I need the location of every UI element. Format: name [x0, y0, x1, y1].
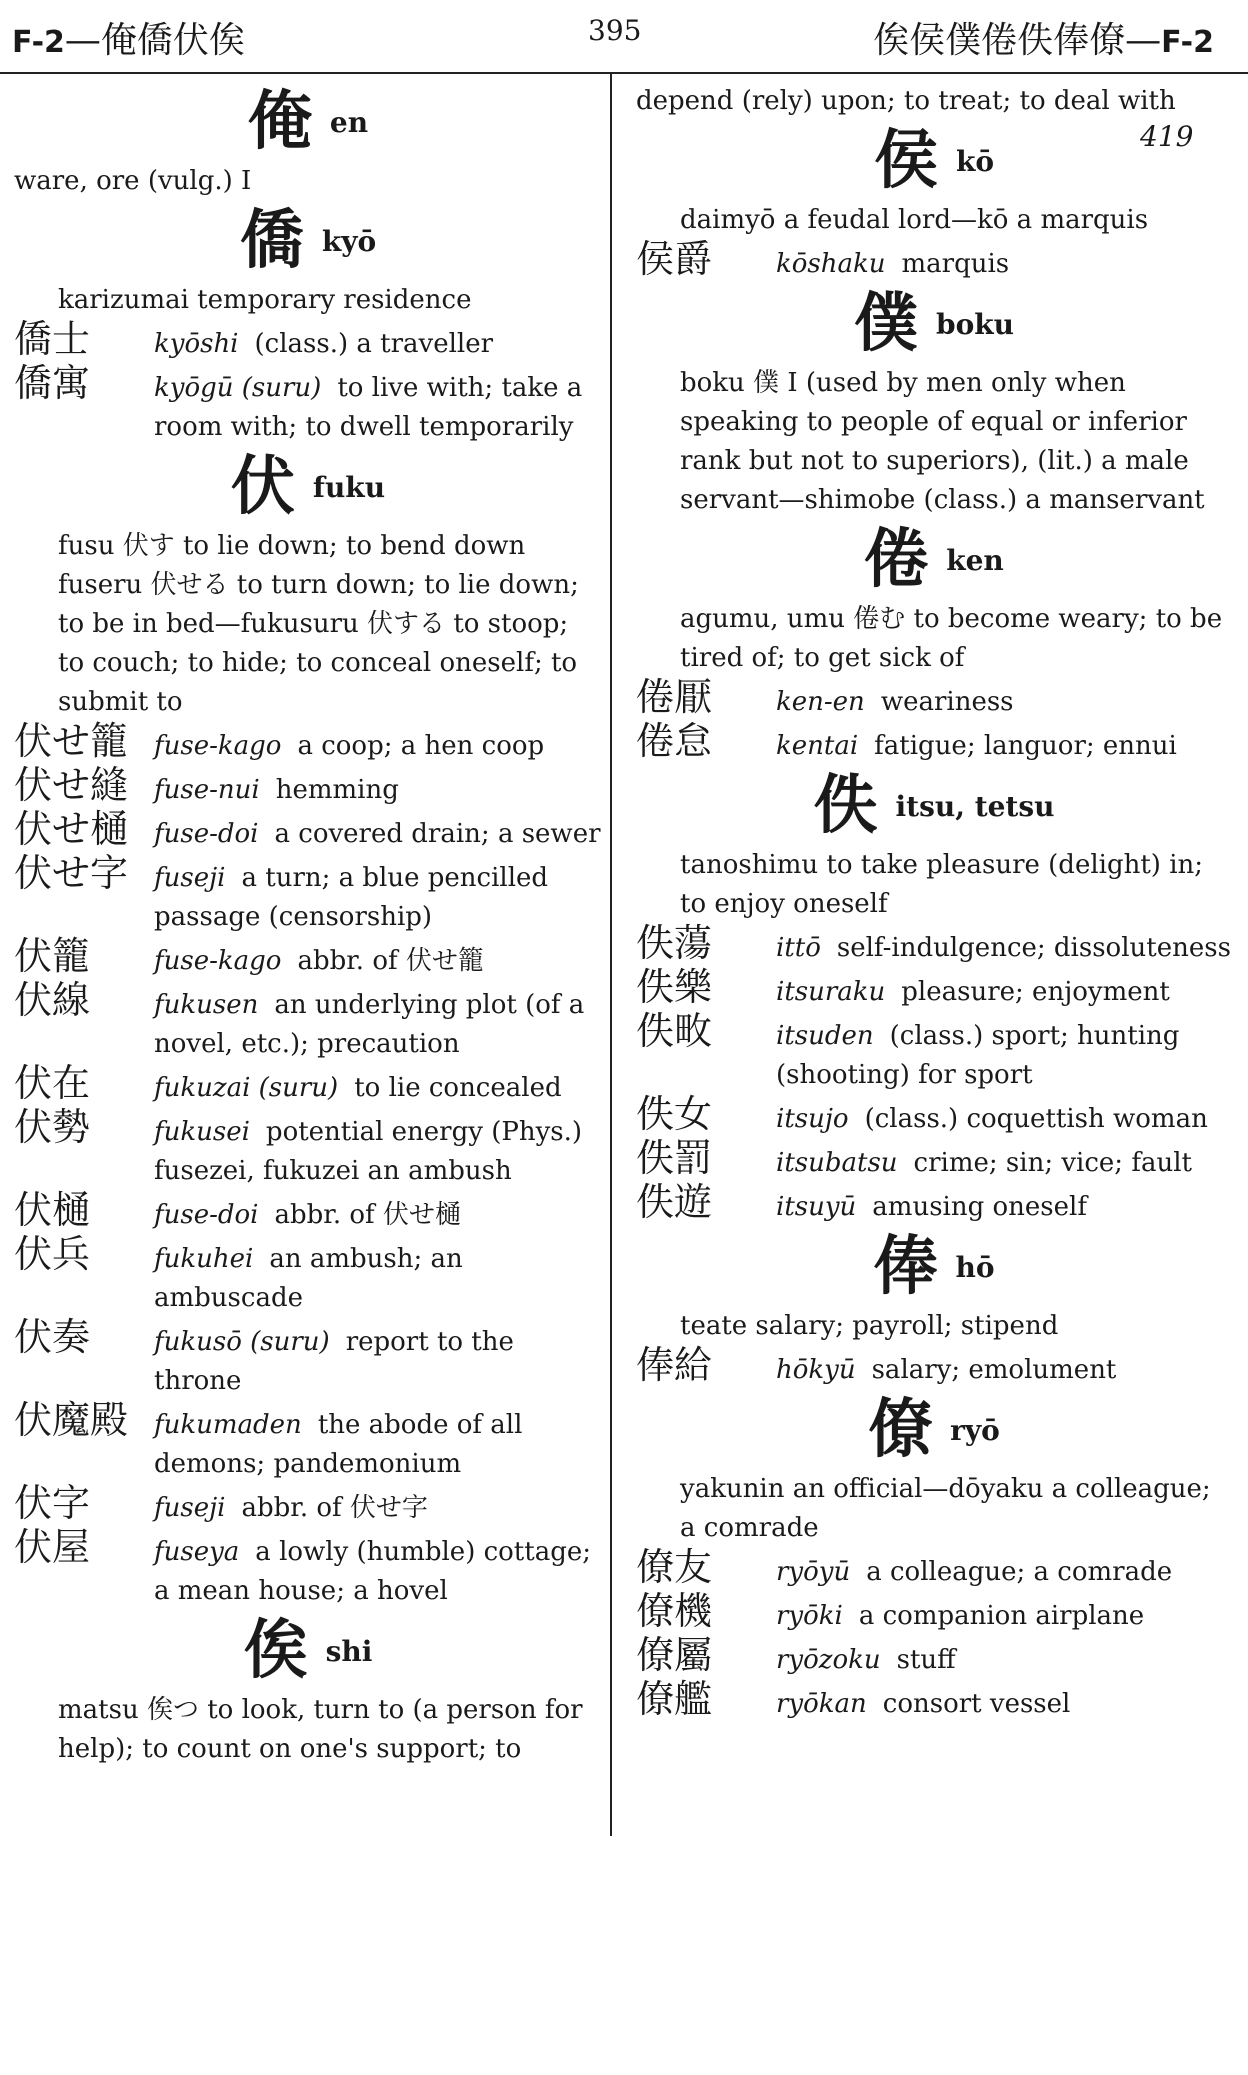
compound-entry [636, 1677, 1232, 1724]
section-code: F-2 [12, 25, 65, 60]
header-kanji-range: —俺僑伏俟 [64, 20, 245, 61]
compound-reading: fuseji [154, 863, 226, 893]
compound-reading: itsujo [776, 1104, 849, 1134]
compound-entry [636, 1343, 1232, 1390]
header-kanji-range: 俟侯僕倦佚俸僚— [873, 20, 1162, 61]
compound-entry [14, 1188, 602, 1235]
handwritten-note: 419 [1140, 120, 1194, 153]
compound-entry [636, 1589, 1232, 1636]
headword-kanji: 侯 [873, 123, 938, 198]
headword [636, 1392, 1232, 1468]
compound-def: abbr. of 伏せ籠 [297, 946, 484, 976]
compound-reading: ittō [776, 933, 821, 963]
headword [636, 1229, 1232, 1305]
headword [636, 768, 1232, 844]
compound-entry [636, 719, 1232, 766]
compound-def: amusing oneself [872, 1192, 1087, 1222]
compound-kanji: 僑寓 [14, 361, 91, 405]
compound-def: (class.) sport; hunting (shooting) for sport [776, 1021, 1180, 1090]
headword-reading: hō [955, 1250, 995, 1284]
compound-def: report to the throne [154, 1327, 514, 1396]
compound-def: a companion airplane [858, 1601, 1145, 1631]
compound-kanji: 伏籠 [14, 934, 91, 978]
compound-entry [14, 1398, 602, 1484]
headword-reading: boku [935, 307, 1014, 341]
compound-def: self-indulgence; dissoluteness [836, 933, 1231, 963]
compound-kanji: 僑士 [14, 317, 91, 361]
compound-reading: ryōkan [776, 1689, 867, 1719]
compound-def: weariness [880, 687, 1014, 717]
compound-def: abbr. of 伏せ樋 [274, 1200, 461, 1230]
compound-def: fatigue; languor; ennui [874, 731, 1177, 761]
compound-kanji: 伏在 [14, 1061, 91, 1105]
definition: daimyō a feudal lord—kō a marquis [680, 205, 1149, 235]
headword-reading: itsu, tetsu [895, 789, 1055, 823]
headword [14, 203, 602, 279]
definition: ware, ore (vulg.) I [14, 166, 252, 196]
compound-kanji: 侯爵 [636, 237, 713, 281]
compound-reading: fukusō (suru) [154, 1327, 330, 1357]
compound-def: an underlying plot (of a novel, etc.); precaution [154, 990, 585, 1059]
compound-def: (class.) a traveller [254, 329, 494, 359]
compound-reading: ken-en [776, 687, 865, 717]
definition: yakunin an official—dōyaku a colleague; a comrade [680, 1474, 1211, 1543]
compound-def: a lowly (humble) cottage; a mean house; a hovel [154, 1537, 591, 1606]
headword-reading: kō [955, 144, 995, 178]
definition: teate salary; payroll; stipend [680, 1311, 1059, 1341]
compound-def: abbr. of 伏せ字 [241, 1493, 428, 1523]
definition-continued: depend (rely) upon; to treat; to deal with [636, 86, 1176, 116]
compound-entry [636, 1545, 1232, 1592]
compound-reading: ryōzoku [776, 1645, 881, 1675]
compound-entry [14, 1232, 602, 1318]
headword-reading: fuku [312, 470, 386, 504]
compound-def: potential energy (Phys.) fusezei, fukuzei an ambush [154, 1117, 583, 1186]
compound-kanji: 伏線 [14, 978, 91, 1022]
compound-entry [14, 934, 602, 981]
compound-def: pleasure; enjoyment [901, 977, 1170, 1007]
headword [636, 522, 1232, 598]
compound-reading: fukusei [154, 1117, 250, 1147]
compound-reading: kentai [776, 731, 859, 761]
page-number: 395 [588, 14, 642, 47]
definition: agumu, umu 倦む to become weary; to be tired of; to get sick of [680, 604, 1223, 673]
headword-kanji: 俟 [243, 1613, 308, 1688]
compound-reading: itsuraku [776, 977, 886, 1007]
headword-kanji: 僕 [853, 286, 918, 361]
compound-entry [636, 965, 1232, 1012]
compound-kanji: 佚罰 [636, 1136, 713, 1180]
compound-entry [636, 1180, 1232, 1227]
headword-kanji: 倦 [864, 522, 929, 597]
headword [14, 1613, 602, 1689]
compound-reading: fuseji [154, 1493, 226, 1523]
compound-def: a covered drain; a sewer [274, 819, 601, 849]
definition: boku 僕 I (used by men only when speaking to people of equal or inferior rank but not to superiors), (lit.) a male servant—shimobe (class.) a manservant [680, 368, 1205, 515]
right-column [636, 82, 1232, 1724]
compound-kanji: 伏奏 [14, 1315, 91, 1359]
header-rule [0, 72, 1248, 74]
compound-kanji: 僚友 [636, 1545, 713, 1589]
compound-reading: fuseya [154, 1537, 240, 1567]
left-column [14, 82, 602, 1769]
compound-entry [636, 675, 1232, 722]
compound-entry [14, 1061, 602, 1108]
headword-kanji: 俸 [873, 1229, 938, 1304]
compound-def: to live with; take a room with; to dwell temporarily [154, 373, 583, 442]
compound-entry [636, 921, 1232, 968]
compound-def: a colleague; a comrade [866, 1557, 1173, 1587]
compound-entry [14, 317, 602, 364]
compound-def: hemming [275, 775, 399, 805]
compound-kanji: 伏字 [14, 1481, 91, 1525]
compound-def: the abode of all demons; pandemonium [154, 1410, 523, 1479]
compound-kanji: 俸給 [636, 1343, 713, 1387]
compound-reading: kyōgū (suru) [154, 373, 322, 403]
compound-kanji: 佚畋 [636, 1009, 713, 1053]
headword-kanji: 伏 [230, 449, 295, 524]
compound-entry [636, 1633, 1232, 1680]
compound-kanji: 伏せ縫 [14, 763, 129, 807]
compound-kanji: 伏せ字 [14, 851, 129, 895]
headword-reading: shi [325, 1634, 373, 1668]
compound-def: to lie concealed [354, 1073, 562, 1103]
compound-entry [636, 1136, 1232, 1183]
compound-entry [14, 1525, 602, 1611]
compound-entry [14, 763, 602, 810]
compound-reading: ryōki [776, 1601, 843, 1631]
compound-reading: fukuhei [154, 1244, 254, 1274]
compound-reading: fuse-kago [154, 731, 282, 761]
compound-kanji: 伏屋 [14, 1525, 91, 1569]
compound-reading: fuse-doi [154, 1200, 259, 1230]
compound-reading: kyōshi [154, 329, 239, 359]
compound-kanji: 佚遊 [636, 1180, 713, 1224]
compound-kanji: 佚蕩 [636, 921, 713, 965]
headword-kanji: 僚 [868, 1392, 933, 1467]
definition: tanoshimu to take pleasure (delight) in; to enjoy oneself [680, 850, 1204, 919]
compound-entry [14, 1105, 602, 1191]
compound-kanji: 伏せ樋 [14, 807, 129, 851]
headword [14, 84, 602, 160]
headword [636, 286, 1232, 362]
compound-reading: itsuden [776, 1021, 874, 1051]
compound-entry [14, 719, 602, 766]
definition: karizumai temporary residence [58, 285, 472, 315]
compound-kanji: 僚機 [636, 1589, 713, 1633]
page-header [0, 0, 1248, 74]
header-left [12, 12, 245, 63]
compound-reading: fuse-kago [154, 946, 282, 976]
compound-reading: fuse-doi [154, 819, 259, 849]
compound-kanji: 伏兵 [14, 1232, 91, 1276]
compound-kanji: 伏勢 [14, 1105, 91, 1149]
headword-reading: ken [946, 543, 1004, 577]
headword-reading: ryō [950, 1413, 1000, 1447]
compound-def: stuff [896, 1645, 956, 1675]
compound-entry [636, 237, 1232, 284]
compound-def: a turn; a blue pencilled passage (censorship) [154, 863, 549, 932]
headword [14, 449, 602, 525]
compound-reading: kōshaku [776, 249, 886, 279]
compound-reading: fukuzai (suru) [154, 1073, 339, 1103]
section-code: F-2 [1161, 25, 1214, 60]
compound-kanji: 伏魔殿 [14, 1398, 129, 1442]
compound-kanji: 僚艦 [636, 1677, 713, 1721]
compound-reading: ryōyū [776, 1557, 851, 1587]
compound-entry [636, 1092, 1232, 1139]
compound-entry [14, 1481, 602, 1528]
compound-def: (class.) coquettish woman [864, 1104, 1208, 1134]
headword-reading: en [329, 105, 369, 139]
compound-entry [14, 807, 602, 854]
compound-def: a coop; a hen coop [297, 731, 545, 761]
compound-reading: itsuyū [776, 1192, 857, 1222]
compound-def: marquis [901, 249, 1010, 279]
definition: fusu 伏す to lie down; to bend down fuseru 伏せる to turn down; to lie down; to be in bed—fukusuru 伏する to stoop; to couch; to hide; to conceal oneself; to submit to [58, 531, 579, 717]
compound-reading: fukusen [154, 990, 259, 1020]
compound-entry [14, 851, 602, 937]
compound-def: an ambush; an ambuscade [154, 1244, 463, 1313]
headword-kanji: 佚 [813, 768, 878, 843]
compound-reading: itsubatsu [776, 1148, 898, 1178]
compound-reading: fuse-nui [154, 775, 260, 805]
compound-def: crime; sin; vice; fault [913, 1148, 1192, 1178]
headword-kanji: 僑 [239, 203, 304, 278]
compound-kanji: 僚屬 [636, 1633, 713, 1677]
compound-kanji: 佚樂 [636, 965, 713, 1009]
column-divider [610, 74, 612, 1836]
headword-reading: kyō [321, 224, 377, 258]
compound-reading: hōkyū [776, 1355, 856, 1385]
compound-kanji: 倦怠 [636, 719, 713, 763]
compound-entry [14, 361, 602, 447]
definition: matsu 俟つ to look, turn to (a person for help); to count on one's support; to [58, 1695, 583, 1764]
header-right [873, 12, 1214, 63]
compound-def: consort vessel [882, 1689, 1071, 1719]
compound-entry [636, 1009, 1232, 1095]
compound-kanji: 伏せ籠 [14, 719, 129, 763]
compound-entry [14, 1315, 602, 1401]
compound-reading: fukumaden [154, 1410, 302, 1440]
compound-kanji: 伏樋 [14, 1188, 91, 1232]
compound-def: salary; emolument [871, 1355, 1117, 1385]
compound-entry [14, 978, 602, 1064]
headword-kanji: 俺 [247, 84, 312, 159]
headword [636, 123, 1232, 199]
compound-kanji: 佚女 [636, 1092, 713, 1136]
compound-kanji: 倦厭 [636, 675, 713, 719]
